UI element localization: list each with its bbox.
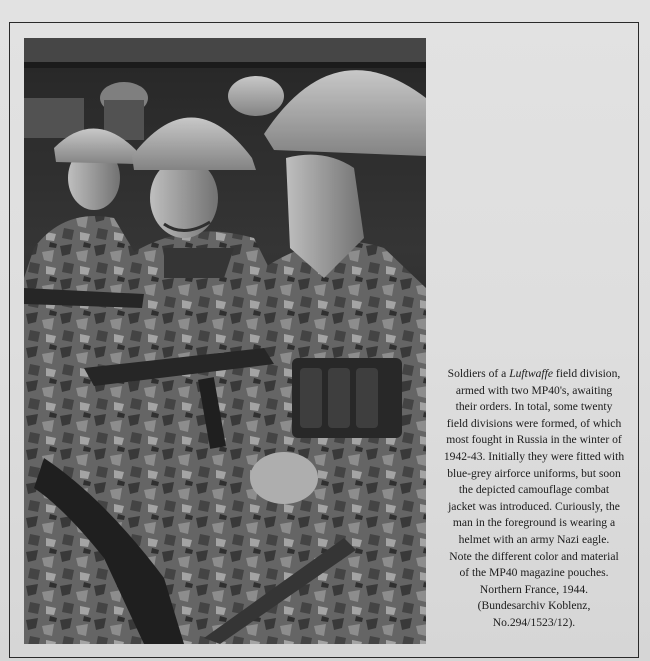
caption-line: field divisions were formed, of which	[446, 416, 622, 430]
caption-italic-term: Luftwaffe	[509, 367, 553, 380]
caption-line: jacket was introduced. Curiously, the	[448, 499, 620, 513]
caption-line: most fought in Russia in the winter of	[446, 433, 622, 447]
caption-line: their orders. In total, some twenty	[455, 400, 613, 414]
caption-line: Note the different color and material	[449, 549, 619, 563]
caption-line: (Bundesarchiv Koblenz,	[477, 599, 591, 613]
archival-photograph	[24, 38, 426, 644]
caption-line: 1942-43. Initially they were fitted with	[443, 449, 625, 463]
caption-line: of the MP40 magazine pouches.	[459, 566, 609, 580]
caption-line: Soldiers of a Luftwaffe field division,	[447, 367, 621, 380]
caption-line: armed with two MP40's, awaiting	[455, 383, 613, 397]
caption-line: Northern France, 1944.	[479, 582, 589, 596]
caption-line: the depicted camouflage combat	[458, 483, 610, 497]
caption-line: No.294/1523/12).	[492, 615, 576, 629]
caption-line: man in the foreground is wearing a	[452, 516, 616, 530]
caption-line: blue-grey airforce uniforms, but soon	[447, 466, 621, 480]
photo-caption	[434, 366, 634, 632]
caption-line: helmet with an army Nazi eagle.	[458, 532, 610, 546]
